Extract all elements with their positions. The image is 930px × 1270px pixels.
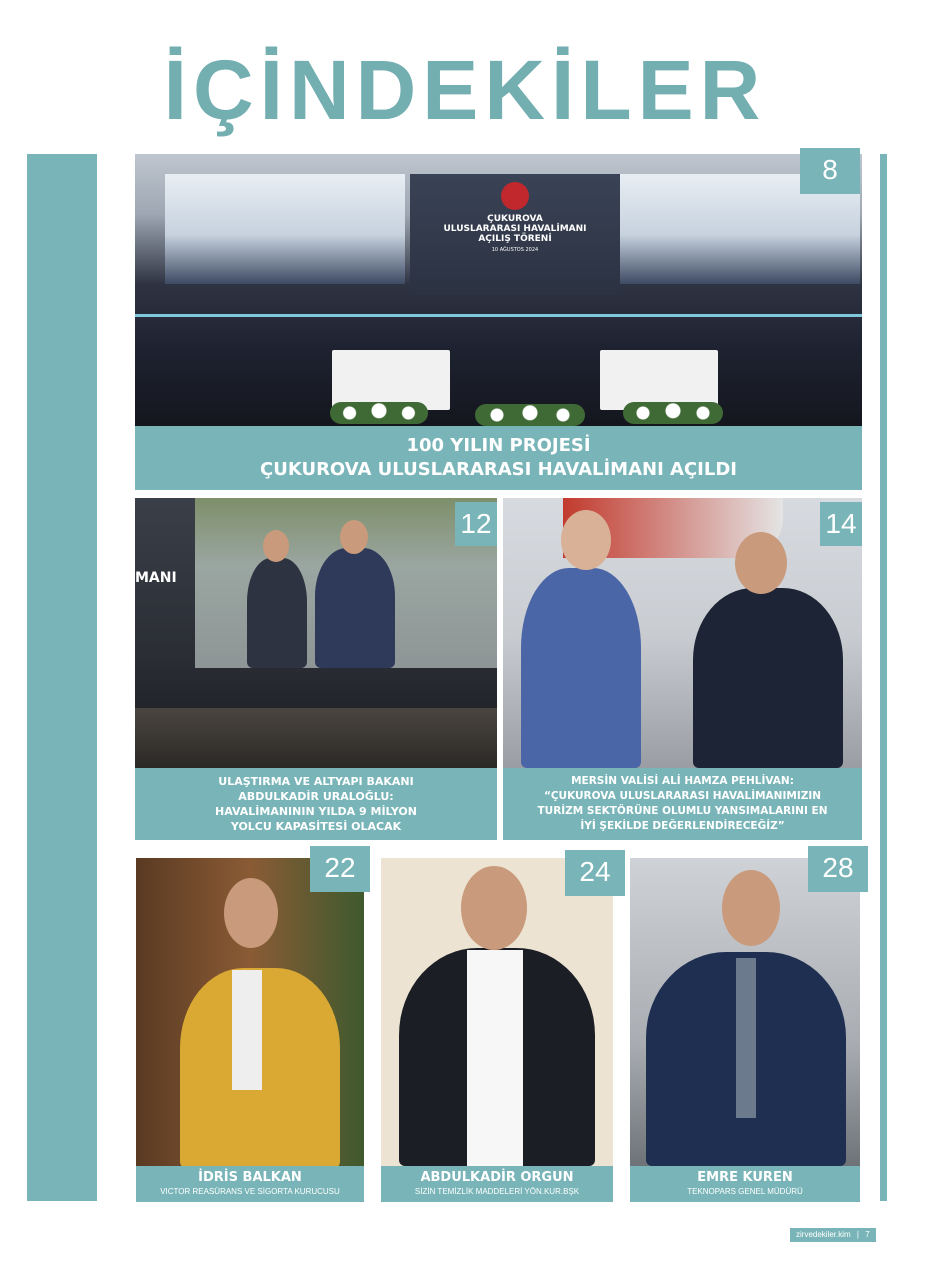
audience (135, 708, 497, 768)
balkan-caption (136, 1166, 364, 1202)
balkan-page-number: 22 (310, 846, 370, 892)
left-flowers (330, 402, 428, 424)
minister-article-card[interactable] (135, 498, 497, 840)
kuren-page-number: 28 (808, 846, 868, 892)
left-video-screen (165, 174, 405, 284)
governor-caption-line: “ÇUKUROVA ULUSLARARASI HAVALİMANIMIZIN (543, 790, 822, 802)
screen-date: 10 AĞUSTOS 2024 (491, 247, 539, 253)
governor-head (735, 532, 787, 594)
balkan-head (224, 878, 278, 948)
balkan-photo (136, 858, 364, 1166)
kuren-photo (630, 858, 860, 1166)
orgun-caption (381, 1166, 613, 1202)
balkan-name: İDRİS BALKAN (198, 1170, 302, 1185)
governor-caption-line: MERSİN VALİSİ ALİ HAMZA PEHLİVAN: (571, 775, 794, 787)
minister-photo (135, 498, 497, 768)
footer-page-number: 7 (865, 1230, 870, 1239)
hero-caption-line1: 100 YILIN PROJESİ (406, 435, 591, 456)
orgun-shirt (467, 950, 523, 1166)
right-accent-line (880, 154, 887, 1201)
president-figure (521, 568, 641, 768)
minister-caption-line: HAVALİMANININ YILDA 9 MİLYON (215, 805, 417, 818)
ribbon (135, 314, 862, 317)
profile-card-kuren[interactable] (630, 852, 860, 1202)
minister-caption (135, 768, 497, 840)
left-podium (332, 350, 450, 410)
screen-text-1: ÇUKUROVA (487, 214, 543, 224)
hero-caption (135, 426, 862, 490)
left-accent-bar (27, 154, 97, 1201)
president-head (340, 520, 368, 554)
governor-caption-line: İYİ ŞEKİLDE DEĞERLENDİRECEĞİZ” (580, 820, 785, 832)
president-figure (315, 548, 395, 668)
minister-caption-line: YOLCU KAPASİTESİ OLACAK (230, 820, 402, 833)
profile-card-balkan[interactable] (136, 852, 364, 1202)
minister-caption-line: ABDULKADİR URALOĞLU: (238, 790, 394, 803)
right-flowers (623, 402, 723, 424)
balkan-role: VICTOR REASÜRANS VE SİGORTA KURUCUSU (160, 1187, 340, 1196)
governor-photo (503, 498, 862, 768)
page-footer (790, 1228, 876, 1242)
hero-caption-line2: ÇUKUROVA ULUSLARARASI HAVALİMANI AÇILDI (260, 459, 737, 480)
governor-page-number: 14 (820, 502, 862, 546)
governor-caption (503, 768, 862, 840)
kuren-name: EMRE KUREN (697, 1170, 793, 1185)
president-head (561, 510, 611, 570)
governor-article-card[interactable] (503, 498, 862, 840)
orgun-photo (381, 858, 613, 1166)
center-flowers (475, 404, 585, 426)
kuren-tie (736, 958, 756, 1118)
minister-figure (247, 558, 307, 668)
right-podium (600, 350, 718, 410)
hero-page-number: 8 (800, 148, 860, 194)
minister-caption-line: ULAŞTIRMA VE ALTYAPI BAKANI (218, 775, 414, 788)
kuren-head (722, 870, 780, 946)
governor-figure (693, 588, 843, 768)
profile-card-orgun[interactable] (381, 858, 613, 1202)
screen-fragment-text: MANI (135, 570, 177, 586)
minister-head (263, 530, 289, 562)
orgun-head (461, 866, 527, 950)
screen-text-2: ULUSLARARASI HAVALİMANI (443, 224, 587, 234)
balkan-shirt (232, 970, 262, 1090)
orgun-page-number: 24 (565, 850, 625, 896)
emblem-icon (501, 182, 529, 210)
screen-text-3: AÇILIŞ TÖRENİ (478, 234, 552, 244)
governor-caption-line: TURİZM SEKTÖRÜNE OLUMLU YANSIMALARINI EN (537, 805, 828, 817)
page-title: İÇİNDEKİLER (163, 43, 767, 137)
hero-photo (135, 154, 862, 426)
orgun-role: SİZİN TEMİZLİK MADDELERİ YÖN.KUR.BŞK (414, 1187, 580, 1196)
center-video-screen (410, 174, 620, 294)
orgun-name: ABDULKADİR ORGUN (420, 1170, 574, 1185)
hero-article-card[interactable] (135, 154, 862, 490)
footer-separator: | (856, 1230, 859, 1239)
minister-page-number: 12 (455, 502, 497, 546)
footer-site: zirvedekiler.kim (796, 1230, 851, 1239)
kuren-caption (630, 1166, 860, 1202)
kuren-role: TEKNOPARS GENEL MÜDÜRÜ (687, 1187, 803, 1196)
